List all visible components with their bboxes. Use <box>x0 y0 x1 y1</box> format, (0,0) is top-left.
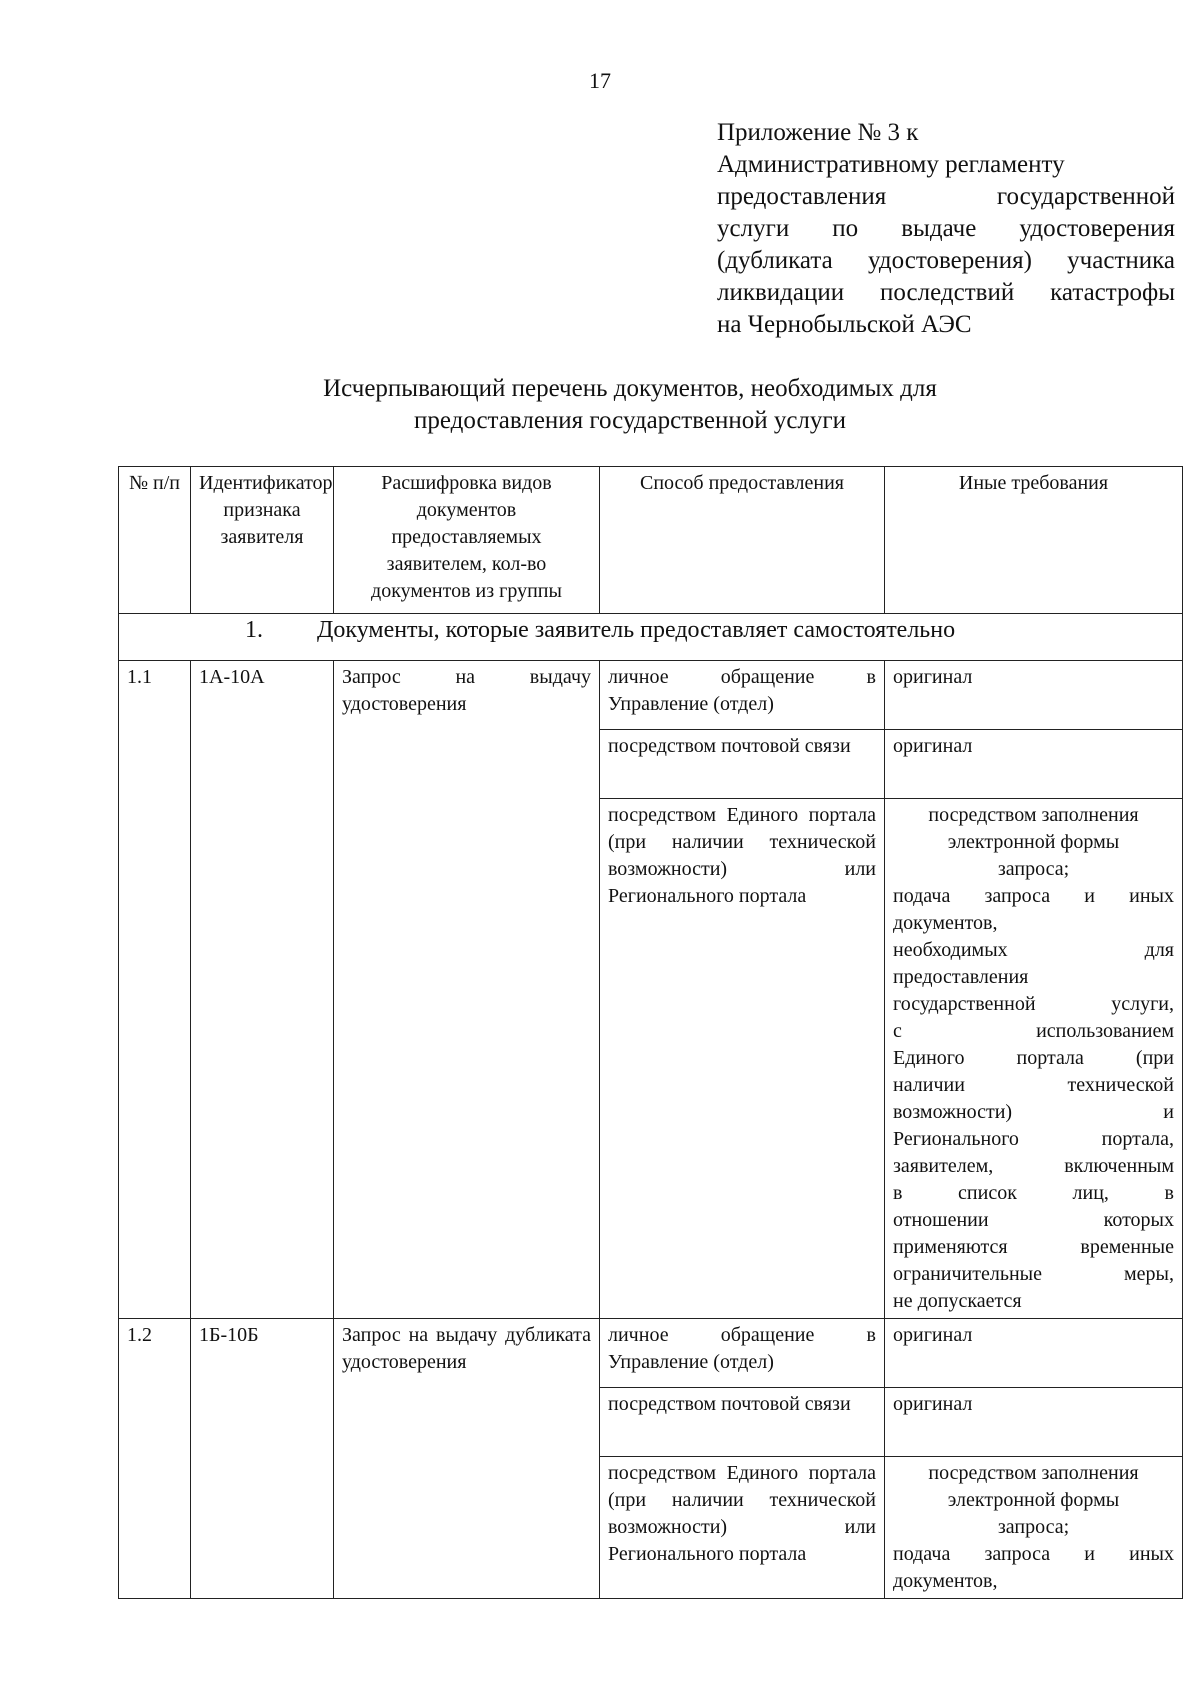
row-description: Запрос на выдачу удостоверения <box>334 661 600 1319</box>
document-title <box>250 373 1010 437</box>
requirement-line: предоставления <box>893 966 1029 988</box>
table-row <box>119 1319 1183 1388</box>
requirement-line: подача запроса и иных <box>893 1543 1174 1565</box>
requirement-line: документов, <box>893 912 998 934</box>
header-description: Расшифровка видов документов предоставляемых заявителем, кол-во документов из группы <box>334 467 600 614</box>
row-method: посредством почтовой связи <box>600 730 885 799</box>
requirement-line: документов, <box>893 1570 998 1592</box>
section-heading <box>119 614 1183 661</box>
requirement-line: не допускается <box>893 1290 1022 1312</box>
row-description: Запрос на выдачу дубликата удостоверения <box>334 1319 600 1599</box>
row-identifier: 1Б-10Б <box>191 1319 334 1599</box>
row-num: 1.1 <box>119 661 191 1319</box>
row-requirement: оригинал <box>885 661 1183 730</box>
section-row <box>119 614 1183 661</box>
row-method: посредством Единого портала (при наличии технической возможности) или Регионального портала <box>600 1457 885 1599</box>
row-identifier: 1А-10А <box>191 661 334 1319</box>
appendix-line: ликвидации последствий катастрофы <box>717 279 1175 306</box>
requirement-line: необходимых для <box>893 939 1174 961</box>
requirement-line: заявителем, включенным <box>893 1155 1174 1177</box>
requirement-line: электронной формы <box>947 831 1120 853</box>
appendix-note <box>717 117 1175 341</box>
row-requirement <box>885 1457 1183 1599</box>
row-requirement <box>885 799 1183 1319</box>
requirement-line: ограничительные меры, <box>893 1263 1174 1285</box>
requirement-line: возможности) и <box>893 1101 1174 1123</box>
requirement-line: применяются временные <box>893 1236 1174 1258</box>
header-identifier: Идентификатор признака заявителя <box>191 467 334 614</box>
row-method: посредством почтовой связи <box>600 1388 885 1457</box>
row-method: посредством Единого портала (при наличии технической возможности) или Регионального портала <box>600 799 885 1319</box>
appendix-line: предоставления государственной <box>717 183 1175 210</box>
requirement-line: отношении которых <box>893 1209 1174 1231</box>
page-number: 17 <box>589 68 611 93</box>
appendix-line: Административному регламенту <box>717 151 1065 178</box>
requirement-line: с использованием <box>893 1020 1174 1042</box>
table-header-row <box>119 467 1183 614</box>
requirement-line: посредством заполнения <box>928 804 1139 826</box>
section-number: 1. <box>245 617 263 643</box>
appendix-line: Приложение № 3 к <box>717 119 919 146</box>
requirement-line: электронной формы <box>947 1489 1120 1511</box>
row-requirement: оригинал <box>885 730 1183 799</box>
requirement-line: подача запроса и иных <box>893 885 1174 907</box>
requirement-line: Регионального портала, <box>893 1128 1174 1150</box>
documents-table <box>118 466 1183 1599</box>
header-other-requirements: Иные требования <box>885 467 1183 614</box>
requirement-line: в список лиц, в <box>893 1182 1174 1204</box>
row-requirement: оригинал <box>885 1388 1183 1457</box>
row-num: 1.2 <box>119 1319 191 1599</box>
appendix-line: услуги по выдаче удостоверения <box>717 215 1175 242</box>
header-method: Способ предоставления <box>600 467 885 614</box>
requirement-line: запроса; <box>997 1516 1070 1538</box>
row-method: личное обращение в Управление (отдел) <box>600 661 885 730</box>
appendix-line: на Чернобыльской АЭС <box>717 311 972 338</box>
document-title-line: предоставления государственной услуги <box>413 407 847 434</box>
appendix-line: (дубликата удостоверения) участника <box>717 247 1175 274</box>
document-title-line: Исчерпывающий перечень документов, необходимых для <box>323 375 937 402</box>
requirement-line: посредством заполнения <box>928 1462 1139 1484</box>
requirement-line: наличии технической <box>893 1074 1174 1096</box>
row-requirement: оригинал <box>885 1319 1183 1388</box>
table-row <box>119 661 1183 730</box>
header-num: № п/п <box>119 467 191 614</box>
requirement-line: Единого портала (при <box>893 1047 1174 1069</box>
row-method: личное обращение в Управление (отдел) <box>600 1319 885 1388</box>
section-title: Документы, которые заявитель предоставляет самостоятельно <box>317 617 956 643</box>
requirement-line: государственной услуги, <box>893 993 1174 1015</box>
requirement-line: запроса; <box>997 858 1070 880</box>
